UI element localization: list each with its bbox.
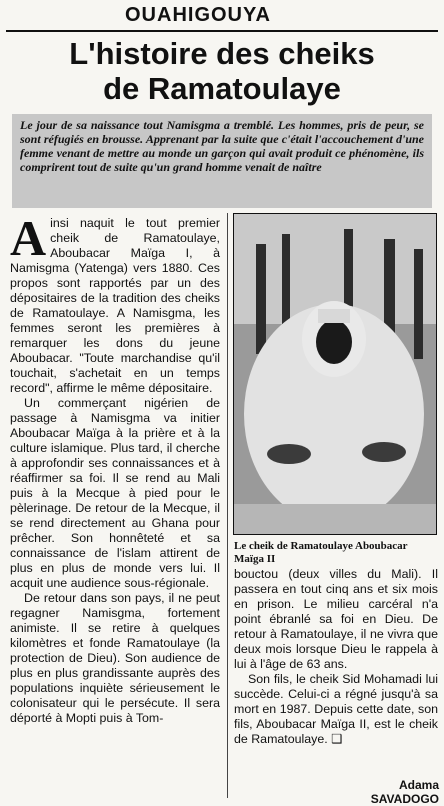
- paragraph-5: Son fils, le cheik Sid Mohamadi lui succède. Celui-ci a régné jusqu'à sa mort en 1987. Depuis cette date, son fils, Aboubacar Maïga II, est le cheik de Ramatoulaye. ❑: [234, 672, 438, 746]
- article-column-left: [10, 210, 220, 726]
- photo-caption: Le cheik de Ramatoulaye Aboubacar Maïga II: [234, 540, 408, 565]
- photo-image: [234, 214, 436, 534]
- top-rule: [6, 30, 438, 32]
- paragraph-1: Ainsi naquit le tout premier cheik de Ramatoulaye, Aboubacar Maïga I, à Namisgma (Yatenga) vers 1880. Ces propos sont rapportés par un des dépositaires de la tradition des cheiks de Ramatoulaye. A Namisgma, les femmes seront les premières à remarquer les dons du jeune Aboubacar. "Toute marchandise qu'il touchait, s'achetait en un temps record", affirme le même dépositaire.: [10, 210, 220, 395]
- section-kicker: OUAHIGOUYA: [125, 4, 271, 26]
- article-column-right: [234, 567, 438, 747]
- headline-line-1: L'histoire des cheiks: [69, 36, 375, 71]
- portrait-photo: [233, 213, 437, 535]
- lead-paragraph: Le jour de sa naissance tout Namisgma a tremblé. Les hommes, pris de peur, se sont réfugiés en brousse. Apprenant par la suite que c'était l'accouchement d'une femme venant de mettre au monde un garçon qui avait produit ce phénomène, ils comprirent tout de suite qu'un grand homme venait de naître: [12, 114, 432, 208]
- headline-line-2: de Ramatoulaye: [103, 71, 341, 106]
- drop-cap: A: [10, 210, 47, 266]
- paragraph-4: bouctou (deux villes du Mali). Il passera en tout cinq ans et six mois en prison. Le milieu carcéral n'a point ébranlé sa foi en Dieu. De retour à Ramatoulaye, il ne vivra que deux mois lorsque Dieu le rappela à lui à l'âge de 63 ans.: [234, 567, 438, 671]
- paragraph-3: De retour dans son pays, il ne peut regagner Namisgma, fortement animiste. Il se retire à quelques kilomètres et fonde Ramatoulaye (la protection de Dieu). Son audience de plus en plus grandissante auprès des populations inquiète sérieusement le colonisateur qui le persécute. Il sera déporté à Mopti puis à Tom-: [10, 591, 220, 725]
- paragraph-2: Un commerçant nigérien de passage à Namisgma va initier Aboubacar Maïga à la prière et à la culture islamique. Plus tard, il cherche à approfondir ses connaissances et à réaffirmer sa foi. Il se rend au Mali puis à la Mecque à pied pour le pèlerinage. De retour de la Mecque, il se rend directement au Ghana pour prêcher. Son honnêteté et sa connaissance de l'islam attirent de plus en plus de monde vers lui. Il acquit une audience sous-régionale.: [10, 396, 220, 590]
- column-separator: [227, 213, 228, 798]
- author-byline: Adama SAVADOGO: [370, 778, 439, 806]
